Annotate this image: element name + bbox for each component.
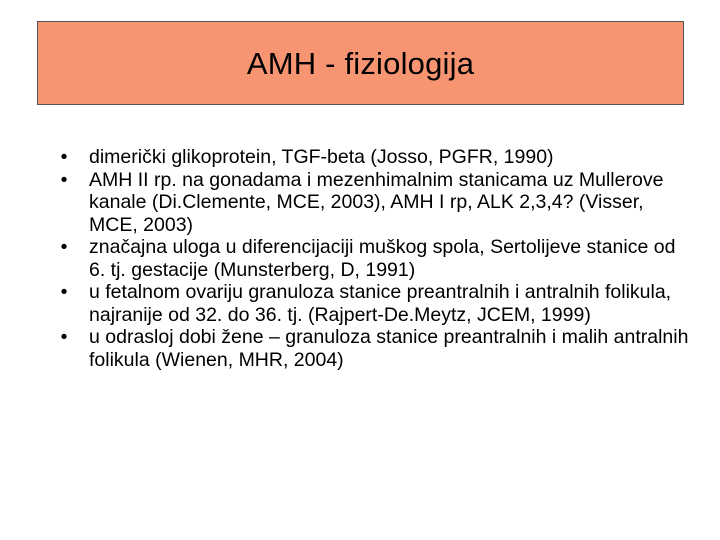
bullet-text: značajna uloga u diferencijaciji muškog spola, Sertolijeve stanice od 6. tj. gestacije (Munsterberg, D, 1991) xyxy=(89,236,676,281)
bullet-item xyxy=(55,146,695,169)
bullet-item xyxy=(55,326,695,371)
bullet-item xyxy=(55,169,695,237)
bullet-dot-icon: • xyxy=(60,168,68,191)
bullet-list xyxy=(55,146,695,371)
bullet-dot-icon: • xyxy=(60,146,68,168)
bullet-text: u fetalnom ovariju granuloza stanice preantralnih i antralnih folikula, najranije od 32. do 36. tj. (Rajpert-De.Meytz, JCEM, 1999) xyxy=(89,281,672,326)
bullet-dot-icon: • xyxy=(60,236,68,258)
bullet-dot-icon: • xyxy=(60,326,68,348)
title-box xyxy=(37,21,684,105)
bullet-dot-icon: • xyxy=(60,281,68,303)
bullet-item xyxy=(55,281,695,326)
bullet-item xyxy=(55,236,695,281)
bullet-text: AMH II rp. na gonadama i mezenhimalnim stanicama uz Mullerove kanale (Di.Clemente, MCE, 2003), AMH I rp, ALK 2,3,4? (Visser, MCE, 2003) xyxy=(89,168,664,236)
bullet-text: dimerički glikoprotein, TGF-beta (Josso, PGFR, 1990) xyxy=(89,146,554,168)
slide-title: AMH - fiziologija xyxy=(246,45,475,81)
bullet-text: u odrasloj dobi žene – granuloza stanice preantralnih i malih antralnih folikula (Wienen, MHR, 2004) xyxy=(89,326,689,371)
